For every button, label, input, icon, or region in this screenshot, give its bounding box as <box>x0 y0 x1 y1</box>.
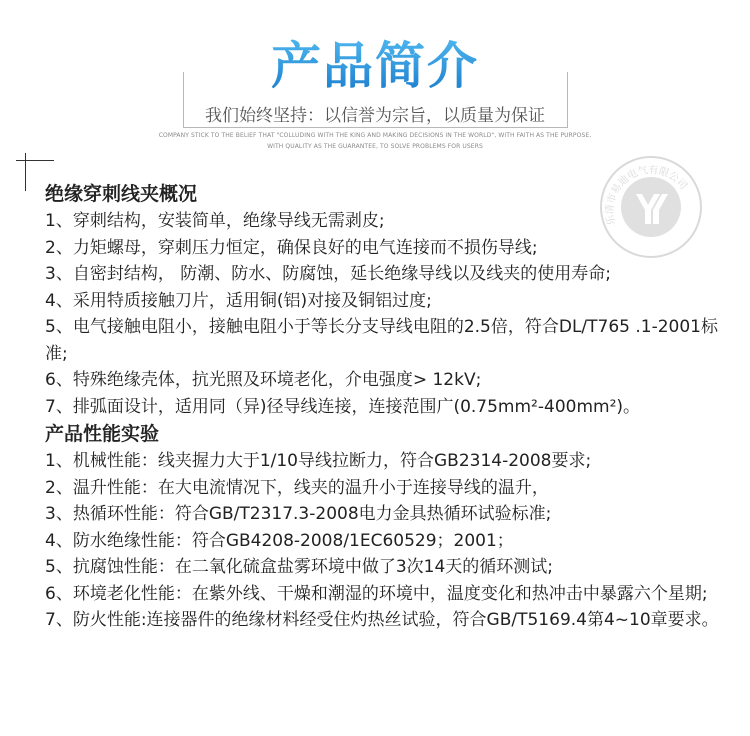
list-item: 7、防火性能:连接器件的绝缘材料经受住灼热丝试验，符合GB/T5169.4第4~10章要求。 <box>45 610 719 630</box>
tagline <box>0 104 750 128</box>
overview-title: 绝缘穿刺线夹概况 <box>45 183 198 205</box>
crosshair-mark-horizontal <box>16 160 54 161</box>
seal-text: 乐清市易迪电气有限公司 <box>604 164 689 226</box>
content <box>45 180 735 634</box>
list-item: 4、采用特质接触刀片，适用铜(铝)对接及铜铝过度; <box>45 290 432 311</box>
tagline-text: 我们始终坚持：以信誉为宗旨，以质量为保证 <box>197 106 553 126</box>
page-title: 产品简介 <box>0 36 750 96</box>
tagline-english-line-1: COMPANY STICK TO THE BELIEF THAT "COLLUDING WITH THE KING AND MAKING DECISIONS IN THE WORLD", WITH FAITH AS THE PURPOSE, <box>158 132 592 139</box>
list-item: 6、环境老化性能：在紫外线、干燥和潮湿的环境中，温度变化和热冲击中暴露六个星期; <box>45 583 708 604</box>
list-item: 1、穿刺结构，安装简单，绝缘导线无需剥皮; <box>45 211 385 231</box>
list-item: 2、温升性能：在大电流情况下，线夹的温升小于连接导线的温升， <box>45 477 549 498</box>
tagline-english-line-2: WITH QUALITY AS THE GUARANTEE, TO SOLVE PROBLEMS FOR USERS <box>267 143 483 150</box>
list-item: 3、自密封结构， 防潮、防水、防腐蚀，延长绝缘导线以及线夹的使用寿命; <box>45 264 611 284</box>
performance-title: 产品性能实验 <box>45 423 160 445</box>
overview-list <box>45 208 735 420</box>
list-item: 4、防水绝缘性能：符合GB4208-2008/1EC60529；2001； <box>45 530 514 551</box>
performance-list <box>45 448 735 634</box>
list-item: 5、抗腐蚀性能：在二氧化硫盒盐雾环境中做了3次14天的循环测试; <box>45 557 553 577</box>
list-item: 1、机械性能：线夹握力大于1/10导线拉断力，符合GB2314-2008要求; <box>45 451 592 471</box>
header <box>0 0 750 160</box>
list-item: 5、电气接触电阻小，接触电阻小于等长分支导线电阻的2.5倍，符合DL/T765 .1-2001标准; <box>45 317 718 364</box>
list-item: 2、力矩螺母，穿刺压力恒定，确保良好的电气连接而不损伤导线; <box>45 237 538 258</box>
list-item: 7、排弧面设计，适用同（异)径导线连接，连接范围广(0.75mm²-400mm²)。 <box>45 396 641 417</box>
list-item: 3、热循环性能：符合GB/T2317.3-2008电力金具热循环试验标准; <box>45 504 552 524</box>
list-item: 6、特殊绝缘壳体，抗光照及环境老化，介电强度> 12kV; <box>45 370 482 390</box>
crosshair-mark-vertical <box>25 153 26 191</box>
